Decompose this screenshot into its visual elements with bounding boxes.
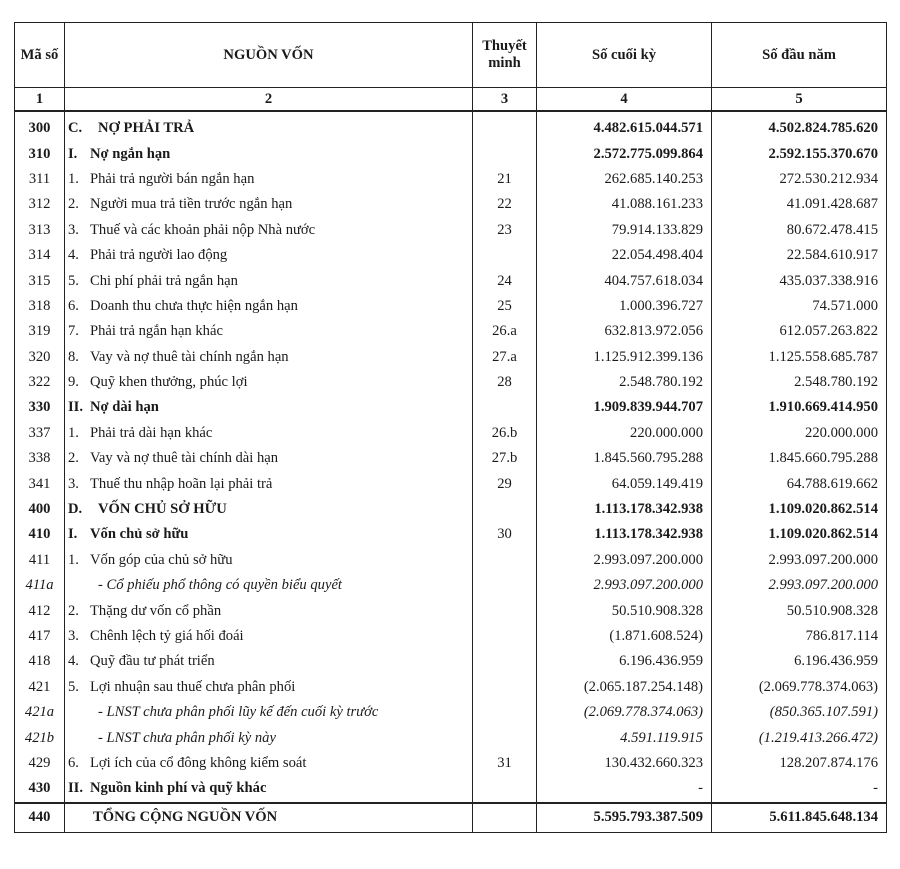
row-label: Nợ ngắn hạn bbox=[90, 145, 171, 162]
row-code: 430 bbox=[15, 776, 65, 802]
row-begin-value: 2.548.780.192 bbox=[712, 370, 887, 395]
row-end-value: 50.510.908.328 bbox=[537, 598, 712, 623]
header-name: NGUỒN VỐN bbox=[65, 23, 473, 88]
row-note bbox=[473, 675, 537, 700]
row-index: 6. bbox=[68, 754, 79, 771]
row-begin-value: 50.510.908.328 bbox=[712, 598, 887, 623]
row-name bbox=[65, 700, 473, 725]
row-begin-value: (2.069.778.374.063) bbox=[712, 675, 887, 700]
row-code: 421 bbox=[15, 675, 65, 700]
row-index: 8. bbox=[68, 348, 79, 365]
row-index: I. bbox=[68, 145, 78, 162]
row-begin-value: 74.571.000 bbox=[712, 294, 887, 319]
row-index: II. bbox=[68, 399, 84, 416]
row-note bbox=[473, 776, 537, 802]
row-begin-value: 41.091.428.687 bbox=[712, 192, 887, 217]
table-row bbox=[15, 776, 887, 802]
row-label: Doanh thu chưa thực hiện ngắn hạn bbox=[90, 297, 298, 314]
table-row bbox=[15, 370, 887, 395]
row-note: 27.a bbox=[473, 345, 537, 370]
table-row bbox=[15, 446, 887, 471]
row-end-value: 41.088.161.233 bbox=[537, 192, 712, 217]
row-name bbox=[65, 446, 473, 471]
row-begin-value: 612.057.263.822 bbox=[712, 319, 887, 344]
row-begin-value: - bbox=[712, 776, 887, 802]
table-row bbox=[15, 395, 887, 420]
table-row bbox=[15, 421, 887, 446]
table-row bbox=[15, 497, 887, 522]
row-label: Phải trả người bán ngắn hạn bbox=[90, 170, 255, 187]
row-index: 3. bbox=[68, 628, 79, 644]
row-begin-value: 128.207.874.176 bbox=[712, 751, 887, 776]
row-code: 330 bbox=[15, 395, 65, 420]
row-label: Chênh lệch tỷ giá hối đoái bbox=[90, 628, 244, 644]
row-label: Phải trả người lao động bbox=[90, 247, 228, 264]
row-end-value: 2.993.097.200.000 bbox=[537, 548, 712, 573]
row-label: Vốn góp của chủ sở hữu bbox=[90, 551, 233, 568]
row-name bbox=[65, 141, 473, 166]
row-note: 27.b bbox=[473, 446, 537, 471]
row-code: 338 bbox=[15, 446, 65, 471]
row-name bbox=[65, 243, 473, 268]
row-name bbox=[65, 725, 473, 750]
row-name bbox=[65, 167, 473, 192]
row-code: 410 bbox=[15, 522, 65, 547]
row-label: - Cổ phiếu phổ thông có quyền biểu quyết bbox=[98, 577, 342, 594]
row-code: 411a bbox=[15, 573, 65, 598]
row-label: Nguồn kinh phí và quỹ khác bbox=[90, 780, 267, 797]
row-name bbox=[65, 624, 473, 649]
row-end-value: 4.591.119.915 bbox=[537, 725, 712, 750]
row-index: 4. bbox=[68, 247, 79, 264]
row-index: 9. bbox=[68, 374, 79, 391]
row-name bbox=[65, 268, 473, 293]
row-code: 300 bbox=[15, 111, 65, 141]
row-index: D. bbox=[68, 501, 83, 518]
row-index: 6. bbox=[68, 297, 79, 314]
row-label: NỢ PHẢI TRẢ bbox=[98, 120, 195, 137]
row-begin-value: 80.672.478.415 bbox=[712, 218, 887, 243]
row-end-value: 220.000.000 bbox=[537, 421, 712, 446]
row-name bbox=[65, 497, 473, 522]
row-index: 3. bbox=[68, 475, 79, 492]
row-end-value: 1.113.178.342.938 bbox=[537, 497, 712, 522]
row-code: 341 bbox=[15, 471, 65, 496]
row-code: 412 bbox=[15, 598, 65, 623]
row-begin-value: 1.109.020.862.514 bbox=[712, 522, 887, 547]
row-label: Phải trả ngắn hạn khác bbox=[90, 323, 223, 340]
row-end-value: 130.432.660.323 bbox=[537, 751, 712, 776]
row-begin-value: 272.530.212.934 bbox=[712, 167, 887, 192]
row-begin-value: 6.196.436.959 bbox=[712, 649, 887, 674]
table-row bbox=[15, 548, 887, 573]
row-end-value: 6.196.436.959 bbox=[537, 649, 712, 674]
header-index-4: 4 bbox=[537, 88, 712, 112]
row-code: 417 bbox=[15, 624, 65, 649]
row-name bbox=[65, 111, 473, 141]
row-name bbox=[65, 218, 473, 243]
table-row bbox=[15, 319, 887, 344]
row-end-value: 262.685.140.253 bbox=[537, 167, 712, 192]
row-note bbox=[473, 598, 537, 623]
row-label: Lợi ích của cổ đông không kiểm soát bbox=[90, 754, 307, 771]
row-label: Thuế thu nhập hoãn lại phải trả bbox=[90, 475, 273, 492]
row-code: 312 bbox=[15, 192, 65, 217]
row-end-value: (2.065.187.254.148) bbox=[537, 675, 712, 700]
row-label: Vay và nợ thuê tài chính ngắn hạn bbox=[90, 348, 289, 365]
row-begin-value: 2.993.097.200.000 bbox=[712, 573, 887, 598]
table-row bbox=[15, 700, 887, 725]
row-note bbox=[473, 649, 537, 674]
row-name bbox=[65, 421, 473, 446]
row-note bbox=[473, 141, 537, 166]
row-code: 311 bbox=[15, 167, 65, 192]
row-note: 21 bbox=[473, 167, 537, 192]
table-row bbox=[15, 598, 887, 623]
row-index: I. bbox=[68, 526, 78, 543]
table-header bbox=[15, 23, 887, 112]
balance-sheet-page bbox=[14, 22, 886, 833]
table-row bbox=[15, 725, 887, 750]
header-index-2: 2 bbox=[65, 88, 473, 112]
row-index: 2. bbox=[68, 602, 79, 619]
row-label: VỐN CHỦ SỞ HỮU bbox=[98, 501, 227, 518]
row-begin-value: 1.910.669.414.950 bbox=[712, 395, 887, 420]
total-row bbox=[15, 803, 887, 833]
row-begin-value: 786.817.114 bbox=[712, 624, 887, 649]
total-begin-value: 5.611.845.648.134 bbox=[712, 803, 887, 833]
row-name bbox=[65, 192, 473, 217]
row-name bbox=[65, 548, 473, 573]
row-code: 319 bbox=[15, 319, 65, 344]
row-index: 5. bbox=[68, 272, 79, 289]
row-begin-value: 22.584.610.917 bbox=[712, 243, 887, 268]
row-label: Vốn chủ sở hữu bbox=[90, 526, 189, 543]
table-row bbox=[15, 522, 887, 547]
row-code: 429 bbox=[15, 751, 65, 776]
table-row bbox=[15, 268, 887, 293]
row-name bbox=[65, 598, 473, 623]
row-index: C. bbox=[68, 120, 83, 137]
table-row bbox=[15, 111, 887, 141]
row-begin-value: 64.788.619.662 bbox=[712, 471, 887, 496]
row-label: Phải trả dài hạn khác bbox=[90, 424, 213, 441]
row-end-value: 2.548.780.192 bbox=[537, 370, 712, 395]
row-label: Chi phí phải trả ngắn hạn bbox=[90, 272, 238, 289]
row-begin-value: 2.993.097.200.000 bbox=[712, 548, 887, 573]
table-row bbox=[15, 218, 887, 243]
row-begin-value: 435.037.338.916 bbox=[712, 268, 887, 293]
row-end-value: 404.757.618.034 bbox=[537, 268, 712, 293]
row-index: II. bbox=[68, 780, 84, 797]
row-end-value: 2.993.097.200.000 bbox=[537, 573, 712, 598]
row-name bbox=[65, 294, 473, 319]
row-name bbox=[65, 675, 473, 700]
row-label: Lợi nhuận sau thuế chưa phân phối bbox=[90, 678, 296, 695]
row-label: Thặng dư vốn cổ phần bbox=[90, 602, 222, 619]
table-row bbox=[15, 624, 887, 649]
row-index: 2. bbox=[68, 196, 79, 213]
table-row bbox=[15, 345, 887, 370]
row-label: Thuế và các khoản phải nộp Nhà nước bbox=[90, 221, 316, 238]
row-note: 26.a bbox=[473, 319, 537, 344]
row-note bbox=[473, 111, 537, 141]
total-label: TỔNG CỘNG NGUỒN VỐN bbox=[65, 803, 473, 833]
table-row bbox=[15, 141, 887, 166]
row-index: 1. bbox=[68, 551, 79, 568]
row-note bbox=[473, 548, 537, 573]
table-row bbox=[15, 192, 887, 217]
row-begin-value: (850.365.107.591) bbox=[712, 700, 887, 725]
row-code: 411 bbox=[15, 548, 65, 573]
row-code: 418 bbox=[15, 649, 65, 674]
row-note bbox=[473, 624, 537, 649]
row-end-value: (2.069.778.374.063) bbox=[537, 700, 712, 725]
row-end-value: 1.845.560.795.288 bbox=[537, 446, 712, 471]
row-end-value: 1.125.912.399.136 bbox=[537, 345, 712, 370]
table-row bbox=[15, 471, 887, 496]
table-row bbox=[15, 649, 887, 674]
row-index: 1. bbox=[68, 424, 79, 441]
row-end-value: 4.482.615.044.571 bbox=[537, 111, 712, 141]
total-code: 440 bbox=[15, 803, 65, 833]
row-end-value: 1.000.396.727 bbox=[537, 294, 712, 319]
row-begin-value: 220.000.000 bbox=[712, 421, 887, 446]
row-end-value: 64.059.149.419 bbox=[537, 471, 712, 496]
row-begin-value: 2.592.155.370.670 bbox=[712, 141, 887, 166]
row-code: 337 bbox=[15, 421, 65, 446]
row-label: Vay và nợ thuê tài chính dài hạn bbox=[90, 450, 279, 467]
table-row bbox=[15, 675, 887, 700]
header-begin-year: Số đầu năm bbox=[712, 23, 887, 88]
row-name bbox=[65, 471, 473, 496]
row-end-value: - bbox=[537, 776, 712, 802]
row-label: - LNST chưa phân phối lũy kế đến cuối kỳ trước bbox=[98, 704, 379, 721]
row-code: 318 bbox=[15, 294, 65, 319]
row-index: 3. bbox=[68, 221, 79, 238]
row-name bbox=[65, 370, 473, 395]
row-index: 7. bbox=[68, 323, 79, 340]
row-note bbox=[473, 725, 537, 750]
row-code: 322 bbox=[15, 370, 65, 395]
row-note: 31 bbox=[473, 751, 537, 776]
row-begin-value: 1.845.660.795.288 bbox=[712, 446, 887, 471]
header-end-period: Số cuối kỳ bbox=[537, 23, 712, 88]
row-index: 2. bbox=[68, 450, 79, 467]
row-name bbox=[65, 573, 473, 598]
row-code: 314 bbox=[15, 243, 65, 268]
row-code: 320 bbox=[15, 345, 65, 370]
row-end-value: 1.909.839.944.707 bbox=[537, 395, 712, 420]
row-note bbox=[473, 573, 537, 598]
row-note bbox=[473, 243, 537, 268]
row-label: Nợ dài hạn bbox=[90, 399, 159, 416]
table-row bbox=[15, 573, 887, 598]
row-label: Người mua trả tiền trước ngắn hạn bbox=[90, 196, 293, 213]
table-row bbox=[15, 167, 887, 192]
row-index: 5. bbox=[68, 678, 79, 695]
row-code: 421a bbox=[15, 700, 65, 725]
row-begin-value: 1.125.558.685.787 bbox=[712, 345, 887, 370]
table-row bbox=[15, 294, 887, 319]
row-note bbox=[473, 497, 537, 522]
row-index: 1. bbox=[68, 170, 79, 187]
row-end-value: 632.813.972.056 bbox=[537, 319, 712, 344]
row-label: - LNST chưa phân phối kỳ này bbox=[98, 729, 276, 746]
header-code: Mã số bbox=[15, 23, 65, 88]
row-end-value: 1.113.178.342.938 bbox=[537, 522, 712, 547]
row-note: 22 bbox=[473, 192, 537, 217]
row-code: 421b bbox=[15, 725, 65, 750]
row-label: Quỹ khen thưởng, phúc lợi bbox=[90, 374, 248, 391]
row-name bbox=[65, 776, 473, 802]
header-index-5: 5 bbox=[712, 88, 887, 112]
row-note: 26.b bbox=[473, 421, 537, 446]
row-begin-value: 1.109.020.862.514 bbox=[712, 497, 887, 522]
row-code: 313 bbox=[15, 218, 65, 243]
header-note: Thuyết minh bbox=[473, 23, 537, 88]
table-row bbox=[15, 751, 887, 776]
total-end-value: 5.595.793.387.509 bbox=[537, 803, 712, 833]
liabilities-equity-table bbox=[14, 22, 887, 833]
row-begin-value: (1.219.413.266.472) bbox=[712, 725, 887, 750]
row-code: 400 bbox=[15, 497, 65, 522]
row-name bbox=[65, 522, 473, 547]
row-note: 23 bbox=[473, 218, 537, 243]
row-begin-value: 4.502.824.785.620 bbox=[712, 111, 887, 141]
row-name bbox=[65, 751, 473, 776]
row-code: 315 bbox=[15, 268, 65, 293]
header-index-3: 3 bbox=[473, 88, 537, 112]
row-index: 4. bbox=[68, 653, 79, 670]
table-row bbox=[15, 243, 887, 268]
row-note bbox=[473, 700, 537, 725]
row-note bbox=[473, 395, 537, 420]
row-end-value: (1.871.608.524) bbox=[537, 624, 712, 649]
row-name bbox=[65, 395, 473, 420]
row-note: 24 bbox=[473, 268, 537, 293]
row-note: 28 bbox=[473, 370, 537, 395]
row-note: 25 bbox=[473, 294, 537, 319]
total-note bbox=[473, 803, 537, 833]
row-note: 29 bbox=[473, 471, 537, 496]
table-body bbox=[15, 111, 887, 832]
row-code: 310 bbox=[15, 141, 65, 166]
row-name bbox=[65, 319, 473, 344]
row-end-value: 22.054.498.404 bbox=[537, 243, 712, 268]
header-index-1: 1 bbox=[15, 88, 65, 112]
row-label: Quỹ đầu tư phát triển bbox=[90, 653, 215, 670]
row-name bbox=[65, 649, 473, 674]
row-end-value: 79.914.133.829 bbox=[537, 218, 712, 243]
row-note: 30 bbox=[473, 522, 537, 547]
row-end-value: 2.572.775.099.864 bbox=[537, 141, 712, 166]
row-name bbox=[65, 345, 473, 370]
